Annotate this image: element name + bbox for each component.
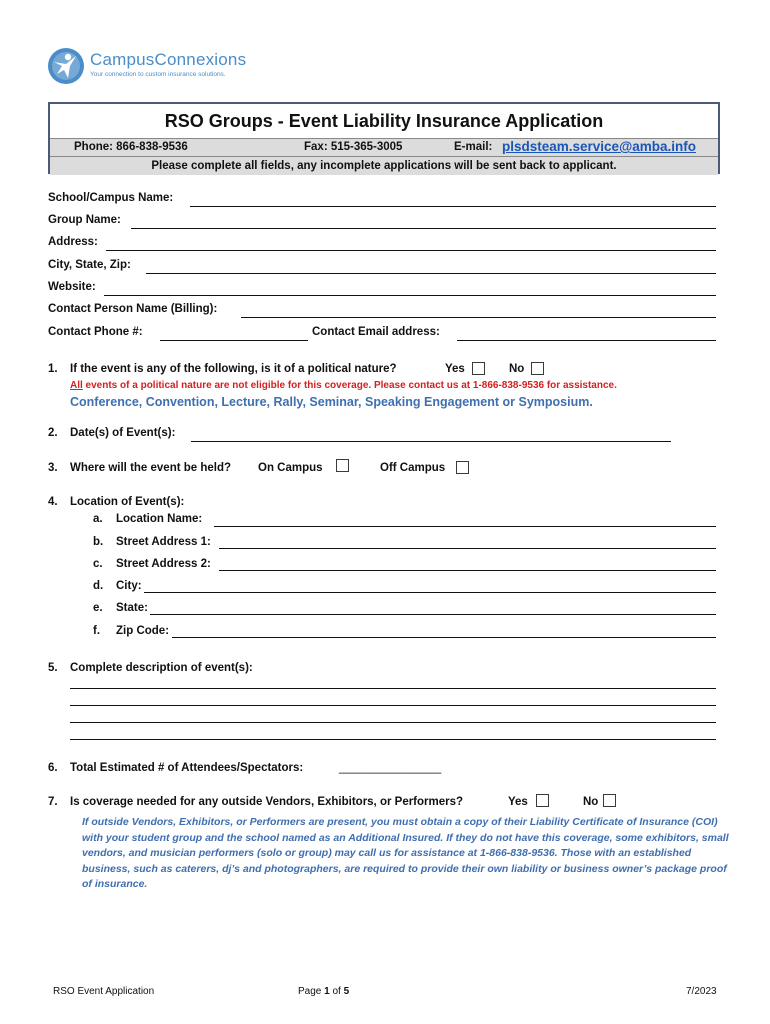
event-city-label: City: [116,580,142,592]
q4-text: Location of Event(s): [70,496,185,508]
description-line[interactable] [70,739,716,740]
q4-letter: f. [93,625,101,637]
page-title: RSO Groups - Event Liability Insurance Application [164,111,604,131]
contact-phone-label: Contact Phone #: [48,326,143,338]
school-input-line[interactable] [190,206,716,207]
logo-mark-icon [46,46,86,86]
contact-row [50,138,718,157]
footer-page-of: of [329,986,344,997]
off-campus-checkbox[interactable] [456,461,469,474]
street-address-2-label: Street Address 2: [116,558,211,570]
q2-number: 2. [48,427,58,439]
q3-text: Where will the event be held? [70,462,232,474]
q1-number: 1. [48,363,58,375]
city-input-line[interactable] [146,273,716,274]
q1-text: If the event is any of the following, is it of a political nature? [70,363,397,375]
q3-on-campus-label: On Campus [258,462,323,474]
q1-yes-label: Yes [445,363,465,375]
event-zip-label: Zip Code: [116,625,170,637]
email-label: E-mail: [454,141,493,153]
q7-number: 7. [48,796,58,808]
footer-current-page: 1 [324,986,330,997]
on-campus-checkbox[interactable] [336,459,349,472]
q7-yes-checkbox[interactable] [536,794,549,807]
q5-text: Complete description of event(s): [70,662,253,674]
city-label: City, State, Zip: [48,259,131,271]
fax-text: Fax: 515-365-3005 [304,141,403,153]
contact-person-input-line[interactable] [241,317,716,318]
q4-letter: d. [93,580,104,592]
phone-text: Phone: 866-838-9536 [74,141,188,153]
event-date-input-line[interactable] [191,441,671,442]
q6-number: 6. [48,762,58,774]
q7-no-checkbox[interactable] [603,794,616,807]
q6-text: Total Estimated # of Attendees/Spectators: [70,762,304,774]
group-input-line[interactable] [131,228,716,229]
contact-phone-input-line[interactable] [160,340,308,341]
q7-yes-label: Yes [508,796,528,808]
contact-email-label: Contact Email address: [312,326,440,338]
school-label: School/Campus Name: [48,192,174,204]
footer-page-number [298,986,349,997]
event-zip-input-line[interactable] [172,637,716,638]
street-address-1-input-line[interactable] [219,548,716,549]
q7-vendor-note: If outside Vendors, Exhibitors, or Performers are present, you must obtain a copy of their Liability Certificate of Insurance (COI) with your student group and the school named as an Additional Insured. If they do not have this coverage, some exhibitors, small vendors, and musician performers (solo or group) may call us for assistance at 1-866-838-9536. Those with an established business, such as caterers, dj’s and photographers, are required to provide their own liability or business owner’s package proof of insurance. [82,816,729,890]
q4-letter: e. [93,602,103,614]
instructions-text: Please complete all fields, any incomplete applications will be sent back to applicant. [50,156,718,175]
description-line[interactable] [70,705,716,706]
q1-warning-all: All [70,380,83,391]
company-logo [46,42,266,90]
q7-no-label: No [583,796,599,808]
address-input-line[interactable] [106,250,716,251]
contact-email-input-line[interactable] [457,340,716,341]
logo-tagline: Your connection to custom insurance solutions. [90,71,226,78]
street-address-2-input-line[interactable] [219,570,716,571]
description-line[interactable] [70,688,716,689]
footer-page-prefix: Page [298,986,325,997]
q1-warning [70,380,617,391]
location-name-label: Location Name: [116,513,203,525]
location-name-input-line[interactable] [214,526,716,527]
q7-text: Is coverage needed for any outside Vendors, Exhibitors, or Performers? [70,796,464,808]
attendees-input-line[interactable]: ________________ [339,762,442,774]
logo-name: CampusConnexions [90,50,247,69]
footer-form-name: RSO Event Application [53,986,155,997]
group-label: Group Name: [48,214,121,226]
email-link[interactable]: plsdsteam.service@amba.info [502,139,696,154]
footer-date: 7/2023 [686,986,717,997]
q4-letter: a. [93,513,103,525]
q5-number: 5. [48,662,58,674]
q1-no-checkbox[interactable] [531,362,544,375]
q2-text: Date(s) of Event(s): [70,427,176,439]
footer-total-pages: 5 [343,986,350,997]
q4-letter: b. [93,536,104,548]
street-address-1-label: Street Address 1: [116,536,211,548]
website-label: Website: [48,281,96,293]
q3-number: 3. [48,462,58,474]
address-label: Address: [48,236,98,248]
q1-warning-rest: events of a political nature are not eligible for this coverage. Please contact us at 1-866-838-9536 for assistance. [82,380,617,391]
contact-person-label: Contact Person Name (Billing): [48,303,218,315]
website-input-line[interactable] [104,295,716,296]
event-city-input-line[interactable] [144,592,716,593]
description-line[interactable] [70,722,716,723]
q4-letter: c. [93,558,103,570]
q1-yes-checkbox[interactable] [472,362,485,375]
header-box [48,102,720,174]
q4-number: 4. [48,496,58,508]
event-state-label: State: [116,602,148,614]
event-state-input-line[interactable] [150,614,716,615]
q1-event-types: Conference, Convention, Lecture, Rally, Seminar, Speaking Engagement or Symposium. [70,395,593,409]
q3-off-campus-label: Off Campus [380,462,446,474]
q1-no-label: No [509,363,525,375]
